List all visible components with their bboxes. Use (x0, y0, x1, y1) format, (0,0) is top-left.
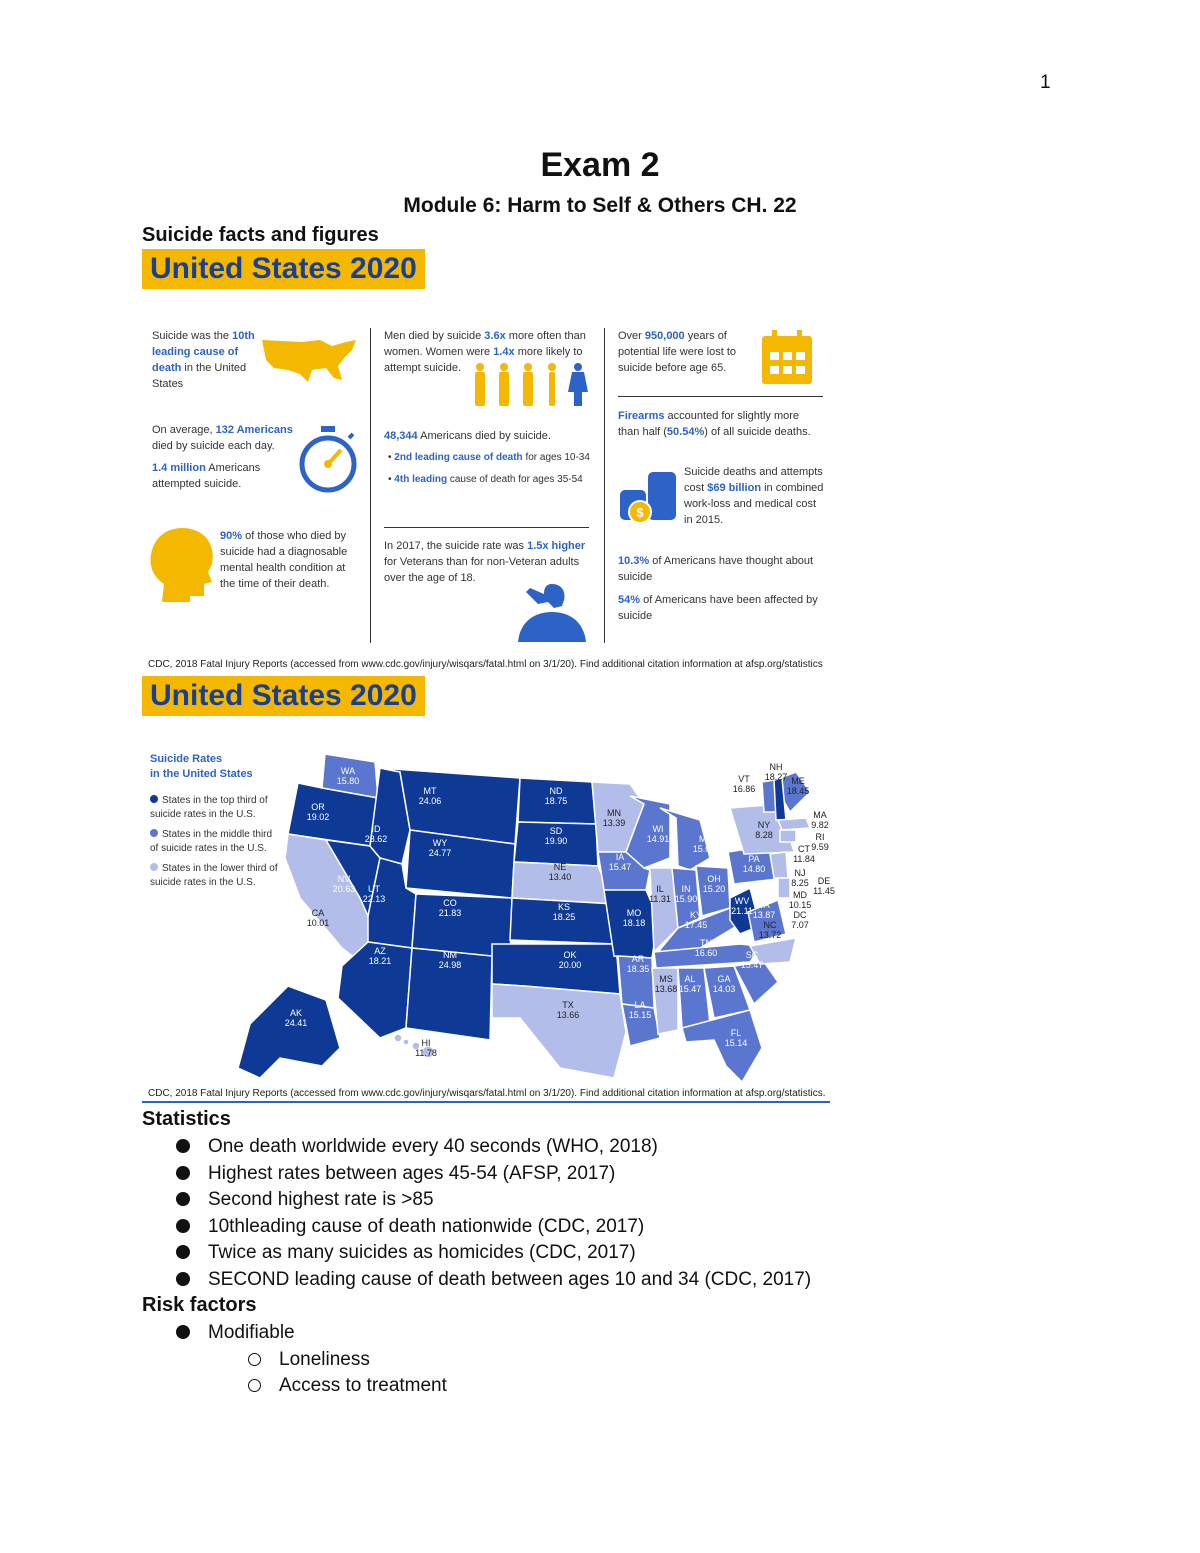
state-rate: 8.28 (755, 830, 773, 840)
state-abbr: VT (738, 774, 750, 784)
state-rate: 15.14 (724, 1038, 748, 1048)
state-abbr: MT (423, 786, 437, 796)
state-abbr: FL (730, 1028, 742, 1038)
state-abbr: OR (311, 802, 325, 812)
state-rate: 16.86 (732, 784, 756, 794)
state-label-ks (546, 902, 582, 922)
state-label-tn (688, 938, 724, 958)
state-label-pa (736, 854, 772, 874)
state-rate: 18.45 (786, 786, 810, 796)
state-rate: 18.27 (764, 772, 788, 782)
state-rate: 10.15 (788, 900, 812, 910)
people-icons (470, 362, 592, 408)
state-rate: 14.03 (712, 984, 736, 994)
risk-factors-list (176, 1320, 447, 1400)
state-abbr: MN (607, 808, 621, 818)
state-label-oh (696, 874, 732, 894)
bullet-icon (176, 1272, 190, 1286)
bullet: • (388, 452, 392, 463)
state-rate: 23.62 (364, 834, 388, 844)
state-label-tx (550, 1000, 586, 1020)
list-item: Highest rates between ages 45-54 (AFSP, 2017) (176, 1161, 811, 1188)
state-abbr: HI (421, 1038, 431, 1048)
state-label-md (782, 890, 818, 910)
state-abbr: MS (659, 974, 673, 984)
bullet: • (388, 474, 392, 485)
state-label-ak (278, 1008, 314, 1028)
state-abbr: SD (549, 826, 563, 836)
state-label-ky (678, 910, 714, 930)
us-map-icon (260, 336, 358, 384)
bullet-icon (176, 1166, 190, 1180)
bullet-icon (176, 1139, 190, 1153)
saluting-soldier-icon (508, 578, 596, 642)
page-number: 1 (1040, 72, 1051, 93)
state-label-wa (330, 766, 366, 786)
state-rate: 15.90 (674, 894, 698, 904)
state-label-ok (552, 950, 588, 970)
state-abbr: NH (769, 762, 783, 772)
legend-dot-icon (150, 829, 158, 837)
state-abbr: ND (549, 786, 563, 796)
bullet-icon (176, 1245, 190, 1259)
state-abbr: WA (340, 766, 356, 776)
state-label-sc (734, 950, 770, 970)
source-citation-1: CDC, 2018 Fatal Injury Reports (accessed from www.cdc.gov/injury/wisqars/fatal.html on 3/1/20). Find additional citation information at afsp.org/statistics (148, 659, 823, 670)
state-rate: 22.13 (362, 894, 386, 904)
state-label-vt (726, 774, 762, 794)
fact-deaths-total: 48,344 Americans died by suicide. (384, 430, 551, 442)
state-rate: 15.47 (608, 862, 632, 872)
list-item: One death worldwide every 40 seconds (WHO, 2018) (176, 1134, 811, 1161)
state-label-la (622, 1000, 658, 1020)
state-abbr: IN (681, 884, 691, 894)
hollow-bullet-icon (248, 1379, 261, 1392)
state-rate: 19.90 (544, 836, 568, 846)
list-item: Modifiable (176, 1320, 447, 1347)
state-rate: 11.84 (793, 854, 815, 864)
section-heading-risk-factors: Risk factors (142, 1294, 257, 1316)
state-label-ia (602, 852, 638, 872)
state-label-mn (596, 808, 632, 828)
state-rate: 13.87 (752, 910, 776, 920)
legend-dot-icon (150, 863, 158, 871)
state-abbr: KY (689, 910, 702, 920)
state-rate: 15.06 (692, 844, 716, 854)
stopwatch-icon (297, 424, 359, 496)
bullet-icon (176, 1192, 190, 1206)
state-abbr: AR (631, 954, 645, 964)
state-rate: 21.11 (731, 906, 753, 916)
state-abbr: ID (371, 824, 381, 834)
row-divider (618, 396, 823, 397)
state-rate: 11.78 (415, 1048, 437, 1058)
state-label-hi (408, 1038, 444, 1058)
source-citation-2: CDC, 2018 Fatal Injury Reports (accessed from www.cdc.gov/injury/wisqars/fatal.html on 3/1/20). Find additional citation information at afsp.org/statistics. (148, 1088, 826, 1099)
state-rate: 8.25 (791, 878, 809, 888)
legend-middle-third: States in the middle third of suicide rates in the U.S. (150, 829, 273, 854)
state-abbr: MA (813, 810, 827, 820)
state-rate: 11.31 (649, 894, 671, 904)
row-divider (384, 527, 589, 528)
coins-icon (616, 468, 680, 528)
state-rate: 20.00 (558, 960, 582, 970)
state-label-ca (300, 908, 336, 928)
state-abbr: AZ (374, 946, 386, 956)
state-label-co (432, 898, 468, 918)
state-abbr: OK (563, 950, 577, 960)
state-rate: 15.20 (702, 884, 726, 894)
state-rate: 9.82 (811, 820, 829, 830)
state-rate: 13.68 (654, 984, 678, 994)
legend-top-third: States in the top third of suicide rates in the U.S. (150, 795, 268, 820)
fact-mental-health: 90% of those who died by suicide had a diagnosable mental health condition at the time of their death. (220, 530, 348, 590)
calendar-icon (760, 330, 814, 386)
state-rate: 10.01 (306, 918, 330, 928)
state-rate: 13.39 (602, 818, 626, 828)
state-abbr: NC (763, 920, 777, 930)
state-abbr: NV (337, 874, 351, 884)
state-rate: 24.41 (284, 1018, 308, 1028)
fact-daily-deaths: On average, 132 Americans died by suicide each day. (152, 424, 293, 452)
us-suicide-rate-map (230, 748, 835, 1083)
state-label-ct (786, 844, 822, 864)
head-icon (146, 524, 218, 604)
list-item: Second highest rate is >85 (176, 1187, 811, 1214)
state-abbr: IL (656, 884, 664, 894)
state-label-ut (356, 884, 392, 904)
state-abbr: NY (757, 820, 771, 830)
state-abbr: WI (652, 824, 664, 834)
sub-list-item: Access to treatment (248, 1373, 447, 1400)
state-abbr: GA (717, 974, 731, 984)
state-abbr: CT (798, 844, 810, 854)
infographic-facts (142, 320, 832, 650)
fact-leading-cause: Suicide was the 10th leading cause of death in the United States (152, 330, 255, 390)
state-label-ne (542, 862, 578, 882)
state-rate: 7.07 (791, 920, 809, 930)
state-abbr: WV (734, 896, 750, 906)
state-abbr: WY (432, 838, 448, 848)
state-rate: 18.75 (544, 796, 568, 806)
section-heading-statistics: Statistics (142, 1108, 231, 1130)
list-item: 10thleading cause of death nationwide (CDC, 2017) (176, 1214, 811, 1241)
fact-gender: Men died by suicide 3.6x more often than women. Women were 1.4x more likely to attempt suicide. (384, 330, 586, 374)
state-label-mo (616, 908, 652, 928)
sub-list-item: Loneliness (248, 1347, 447, 1374)
fact-years-lost: Over 950,000 years of potential life were lost to suicide before age 65. (618, 330, 737, 374)
fact-veterans: In 2017, the suicide rate was 1.5x higher for Veterans than for non-Veteran adults over the age of 18. (384, 540, 586, 584)
state-rate: 20.63 (332, 884, 356, 894)
module-subtitle: Module 6: Harm to Self & Others CH. 22 (403, 194, 797, 217)
state-rate: 13.66 (556, 1010, 580, 1020)
state-abbr: KS (557, 902, 570, 912)
bullet-icon (176, 1325, 190, 1339)
state-label-al (672, 974, 708, 994)
state-rate: 24.98 (438, 960, 462, 970)
state-label-nd (538, 786, 574, 806)
state-abbr: TX (562, 1000, 574, 1010)
column-divider (604, 328, 605, 643)
state-abbr: CO (443, 898, 457, 908)
state-rate: 13.72 (758, 930, 782, 940)
state-abbr: SC (745, 950, 759, 960)
state-rate: 15.47 (740, 960, 764, 970)
state-label-nm (432, 950, 468, 970)
state-rate: 15.80 (336, 776, 360, 786)
section-rule (142, 1101, 830, 1103)
section-heading-suicide: Suicide facts and figures (142, 224, 379, 246)
state-abbr: MI (699, 834, 709, 844)
state-rate: 18.25 (552, 912, 576, 922)
column-divider (370, 328, 371, 643)
legend-lower-third: States in the lower third of suicide rates in the U.S. (150, 863, 278, 888)
state-rate: 24.06 (418, 796, 442, 806)
state-rate: 21.83 (438, 908, 462, 918)
fact-affected: 54% of Americans have been affected by suicide (618, 594, 818, 622)
state-abbr: OH (707, 874, 721, 884)
state-abbr: AL (684, 974, 696, 984)
state-label-mt (412, 786, 448, 806)
state-rate: 16.60 (694, 948, 718, 958)
state-label-fl (718, 1028, 754, 1048)
state-rate: 9.59 (811, 842, 829, 852)
state-label-wv (724, 896, 760, 916)
fact-thought-about: 10.3% of Americans have thought about suicide (618, 555, 814, 583)
list-item: Twice as many suicides as homicides (CDC, 2017) (176, 1240, 811, 1267)
legend-title: Suicide Rates in the United States (150, 753, 253, 780)
state-abbr: MO (626, 908, 642, 918)
state-abbr: UT (368, 884, 380, 894)
state-abbr: NJ (794, 868, 806, 878)
state-label-or (300, 802, 336, 822)
state-label-sd (538, 826, 574, 846)
state-abbr: DC (793, 910, 807, 920)
statistics-list (176, 1134, 811, 1293)
state-rate: 18.18 (622, 918, 646, 928)
state-label-az (362, 946, 398, 966)
state-rate: 24.77 (428, 848, 452, 858)
state-rate: 17.45 (684, 920, 708, 930)
state-abbr: CA (311, 908, 325, 918)
state-label-ga (706, 974, 742, 994)
state-abbr: RI (815, 832, 825, 842)
state-rate: 18.35 (626, 964, 650, 974)
list-item: SECOND leading cause of death between ages 10 and 34 (CDC, 2017) (176, 1267, 811, 1294)
state-abbr: TN (700, 938, 712, 948)
fact-age-rank-1: • 2nd leading cause of death for ages 10-34 (388, 452, 590, 463)
state-label-ar (620, 954, 656, 974)
state-label-ma (802, 810, 838, 830)
state-label-mi (686, 834, 722, 854)
state-abbr: AK (289, 1008, 302, 1018)
state-rate: 11.45 (813, 886, 835, 896)
state-rate: 14.91 (646, 834, 670, 844)
state-label-id (358, 824, 394, 844)
fact-firearms: Firearms accounted for slightly more than half (50.54%) of all suicide deaths. (618, 410, 811, 438)
legend-dot-icon (150, 795, 158, 803)
state-rate: 15.47 (678, 984, 702, 994)
state-label-wy (422, 838, 458, 858)
state-label-nh (758, 762, 794, 782)
state-rate: 19.02 (306, 812, 330, 822)
state-abbr: NM (443, 950, 457, 960)
state-abbr: ME (791, 776, 805, 786)
state-label-wi (640, 824, 676, 844)
hollow-bullet-icon (248, 1353, 261, 1366)
state-rate: 14.80 (742, 864, 766, 874)
state-abbr: NE (553, 862, 567, 872)
banner-united-states-2020-map: United States 2020 (142, 676, 425, 716)
state-label-dc (782, 910, 818, 930)
state-abbr: VA (758, 900, 770, 910)
state-rate: 18.21 (368, 956, 392, 966)
fact-attempts: 1.4 million Americans attempted suicide. (152, 462, 261, 490)
svg-text:$: $ (636, 505, 644, 520)
fact-age-rank-2: • 4th leading cause of death for ages 35-54 (388, 474, 583, 485)
state-abbr: MD (793, 890, 807, 900)
state-rate: 13.40 (548, 872, 572, 882)
state-abbr: IA (615, 852, 625, 862)
state-abbr: PA (748, 854, 760, 864)
banner-united-states-2020: United States 2020 (142, 249, 425, 289)
fact-cost: Suicide deaths and attempts cost $69 billion in combined work-loss and medical cost in 2015. (684, 466, 824, 526)
state-rate: 15.15 (628, 1010, 652, 1020)
state-label-ny (746, 820, 782, 840)
state-abbr: DE (817, 876, 831, 886)
bullet-icon (176, 1219, 190, 1233)
page-title: Exam 2 (540, 146, 660, 184)
state-abbr: LA (634, 1000, 646, 1010)
